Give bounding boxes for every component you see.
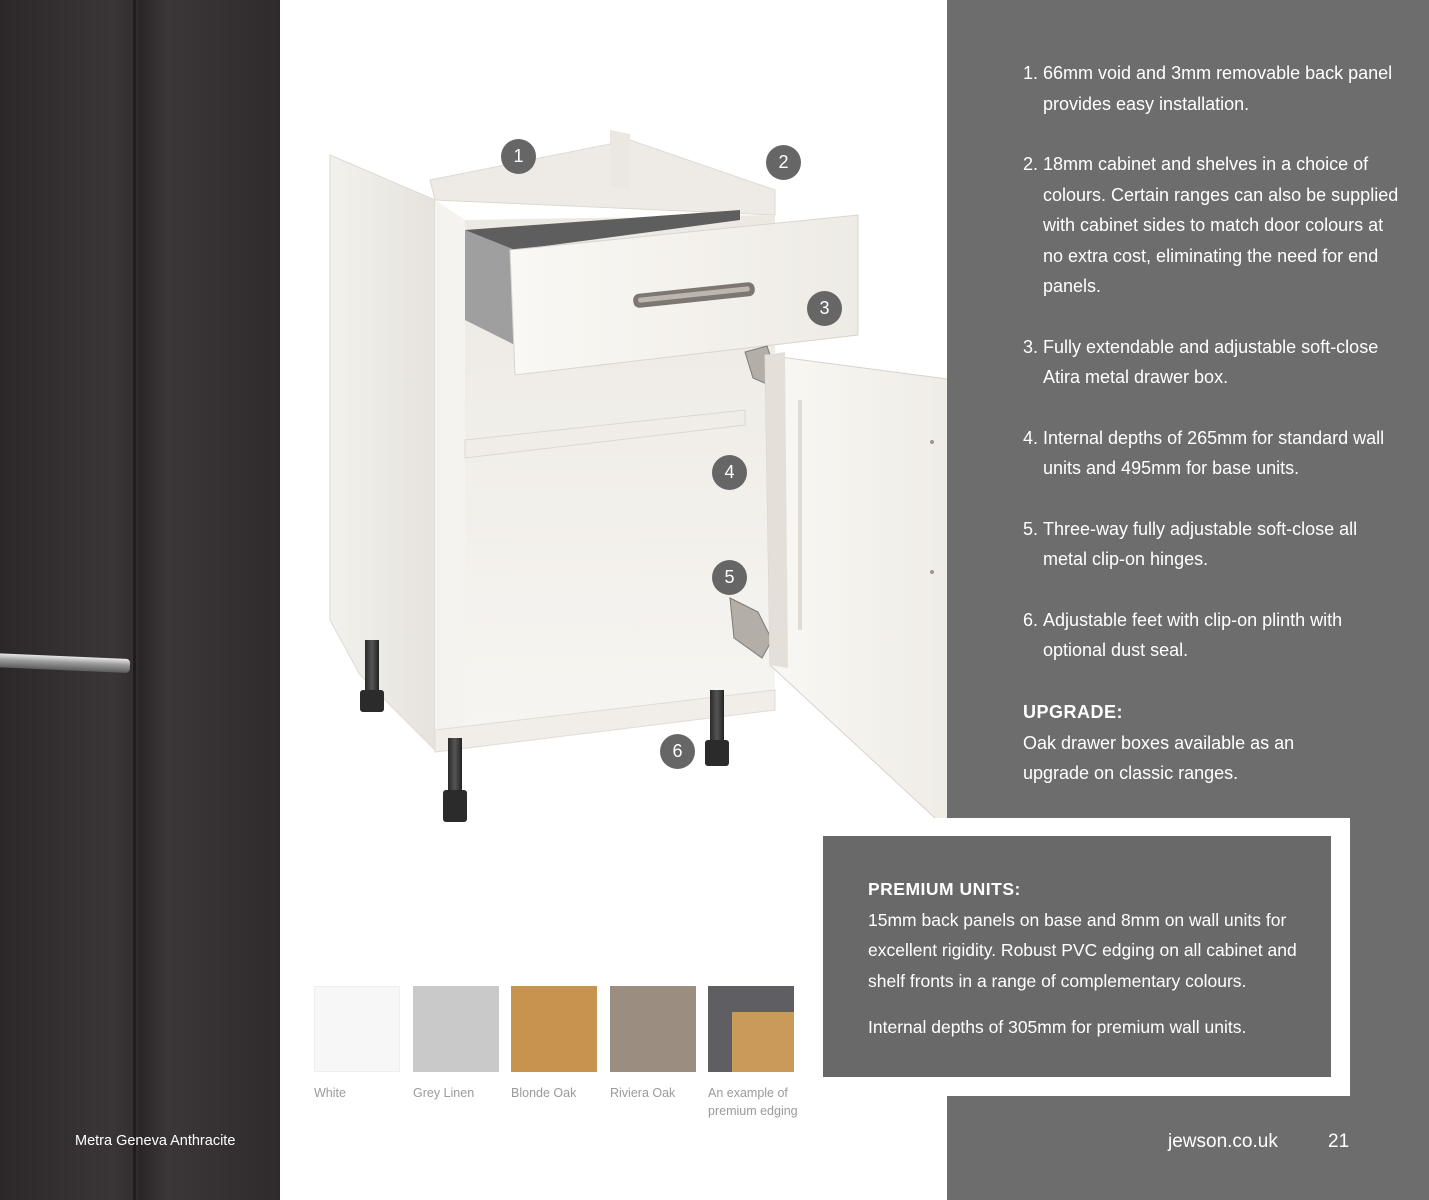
feature-item — [1023, 149, 1403, 302]
feature-text: Three-way fully adjustable soft-close all metal clip-on hinges. — [1043, 518, 1358, 569]
feature-item — [1023, 605, 1403, 666]
feature-number: 3. — [1023, 336, 1039, 357]
feature-text: Internal depths of 265mm for standard wall units and 495mm for base units. — [1043, 427, 1385, 478]
feature-item — [1023, 514, 1403, 575]
callout-badge-2: 2 — [766, 145, 801, 180]
door-seam — [133, 0, 136, 1200]
cabinet-svg — [300, 120, 990, 850]
base-unit-illustration — [300, 120, 990, 855]
upgrade-note — [1023, 697, 1353, 789]
feature-item — [1023, 423, 1403, 484]
premium-text: 15mm back panels on base and 8mm on wall units for excellent rigidity. Robust PVC edging on all cabinet and shelf fronts in a range of complementary colours. — [868, 909, 1297, 991]
feature-item — [1023, 58, 1403, 119]
swatch-label-premium-edging: An example of premium edging — [708, 1086, 798, 1118]
swatch-label-riviera-oak: Riviera Oak — [610, 1086, 676, 1100]
door-handle — [0, 653, 130, 673]
feature-number: 4. — [1023, 427, 1039, 448]
swatch-blonde-oak — [511, 986, 597, 1072]
premium-depth-text: Internal depths of 305mm for premium wall units. — [868, 1017, 1247, 1037]
page-number: 21 — [1328, 1131, 1350, 1152]
website-url[interactable]: jewson.co.uk — [1168, 1131, 1278, 1152]
premium-units-box — [823, 836, 1331, 1077]
features-list — [1023, 58, 1403, 696]
swatch-riviera-oak — [610, 986, 696, 1072]
photo-caption: Metra Geneva Anthracite — [75, 1133, 236, 1149]
swatch-label-grey-linen: Grey Linen — [413, 1086, 475, 1100]
swatch-premium-edging — [708, 986, 794, 1072]
swatch-grey-linen — [413, 986, 499, 1072]
swatch-label-blonde-oak: Blonde Oak — [511, 1086, 577, 1100]
callout-badge-4: 4 — [712, 455, 747, 490]
feature-text: 18mm cabinet and shelves in a choice of colours. Certain ranges can also be supplied with cabinet sides to match door colours at no extra cost, eliminating the need for end panels. — [1043, 154, 1399, 296]
feature-item — [1023, 332, 1403, 393]
callout-badge-3: 3 — [807, 291, 842, 326]
callout-badge-5: 5 — [712, 560, 747, 595]
premium-title: PREMIUM UNITS: — [868, 879, 1021, 899]
callout-badge-1: 1 — [501, 139, 536, 174]
swatch-white — [314, 986, 400, 1072]
kitchen-photo — [0, 0, 280, 1200]
callout-badge-6: 6 — [660, 734, 695, 769]
upgrade-title: UPGRADE: — [1023, 702, 1124, 722]
feature-number: 2. — [1023, 154, 1039, 174]
upgrade-text: Oak drawer boxes available as an upgrade on classic ranges. — [1023, 732, 1295, 783]
feature-text: 66mm void and 3mm removable back panel provides easy installation. — [1043, 63, 1393, 114]
feature-number: 5. — [1023, 518, 1039, 539]
feature-text: Fully extendable and adjustable soft-close Atira metal drawer box. — [1043, 336, 1379, 387]
feature-number: 6. — [1023, 609, 1039, 630]
feature-text: Adjustable feet with clip-on plinth with optional dust seal. — [1043, 609, 1343, 660]
feature-number: 1. — [1023, 63, 1039, 83]
swatch-label-white: White — [314, 1086, 346, 1100]
